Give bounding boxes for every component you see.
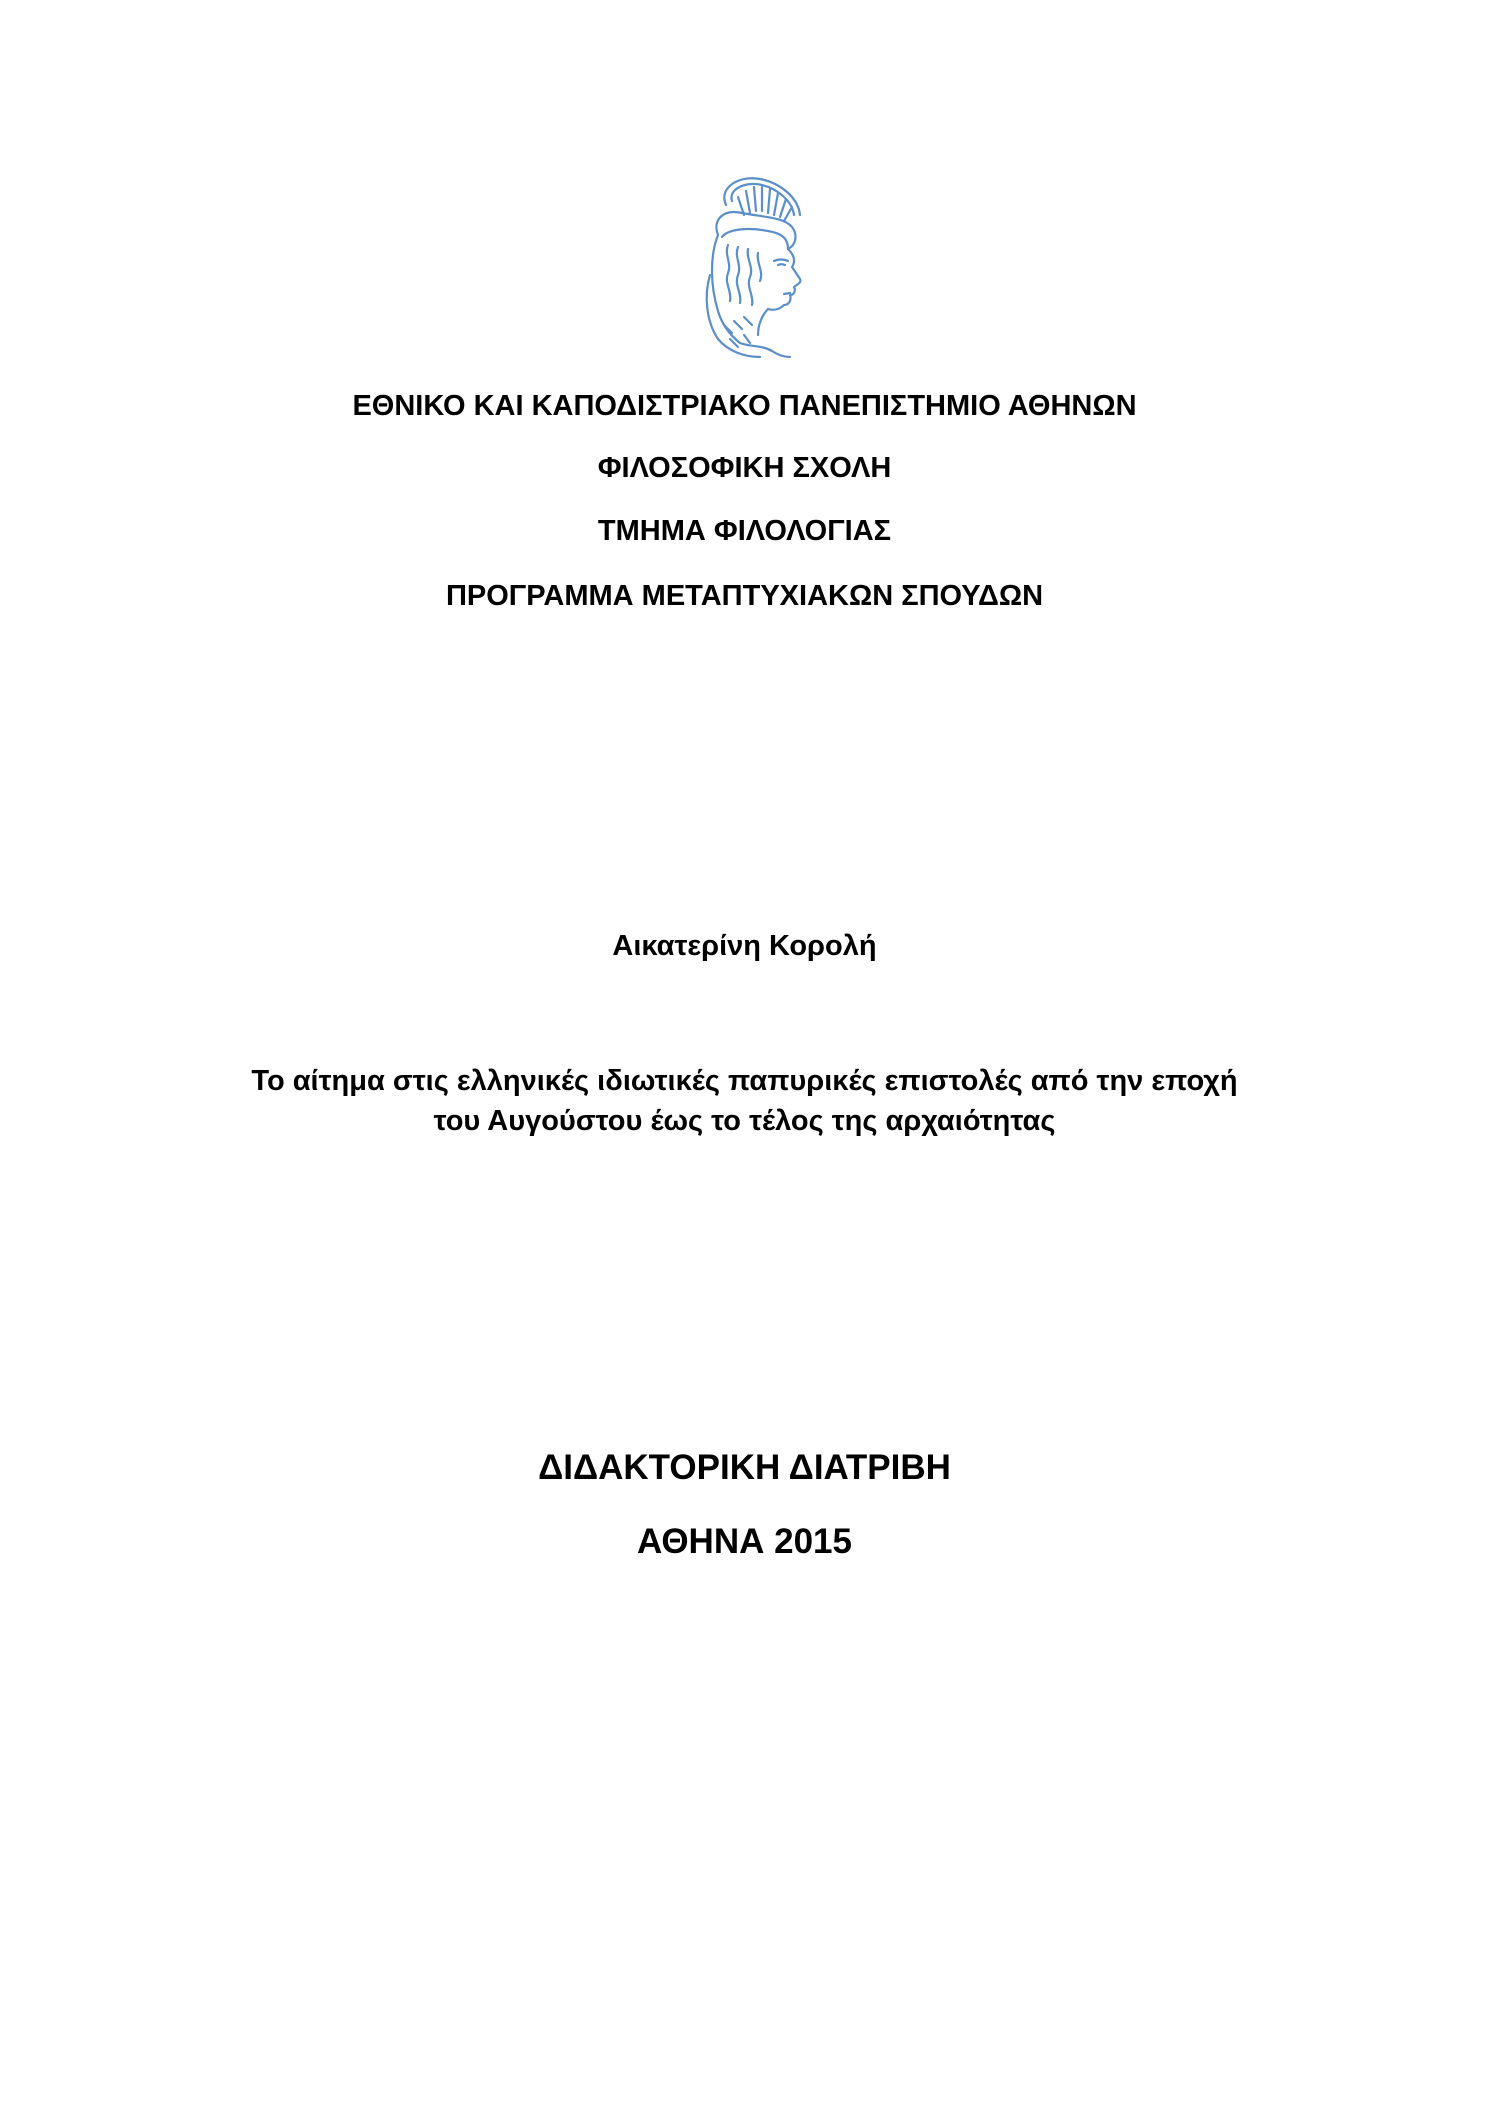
author-name: Αικατερίνη Κορολή — [612, 930, 877, 962]
place-year: ΑΘΗΝΑ 2015 — [637, 1522, 852, 1561]
document-type: ΔΙΔΑΚΤΟΡΙΚΗ ΔΙΑΤΡΙΒΗ — [538, 1448, 951, 1487]
thesis-title-line-2: του Αυγούστου έως το τέλος της αρχαιότητας — [433, 1105, 1056, 1137]
program-name: ΠΡΟΓΡΑΜΜΑ ΜΕΤΑΠΤΥΧΙΑΚΩΝ ΣΠΟΥΔΩΝ — [445, 580, 1044, 612]
department-name: ΤΜΗΜΑ ΦΙΛΟΛΟΓΙΑΣ — [597, 515, 892, 547]
athena-head-emblem — [688, 175, 808, 360]
school-name: ΦΙΛΟΣΟΦΙΚΗ ΣΧΟΛΗ — [597, 452, 892, 484]
thesis-title-line-1: Το αίτημα στις ελληνικές ιδιωτικές παπυρικές επιστολές από την εποχή — [251, 1065, 1238, 1097]
university-name: ΕΘΝΙΚΟ ΚΑΙ ΚΑΠΟΔΙΣΤΡΙΑΚΟ ΠΑΝΕΠΙΣΤΗΜΙΟ ΑΘΗΝΩΝ — [352, 390, 1137, 422]
